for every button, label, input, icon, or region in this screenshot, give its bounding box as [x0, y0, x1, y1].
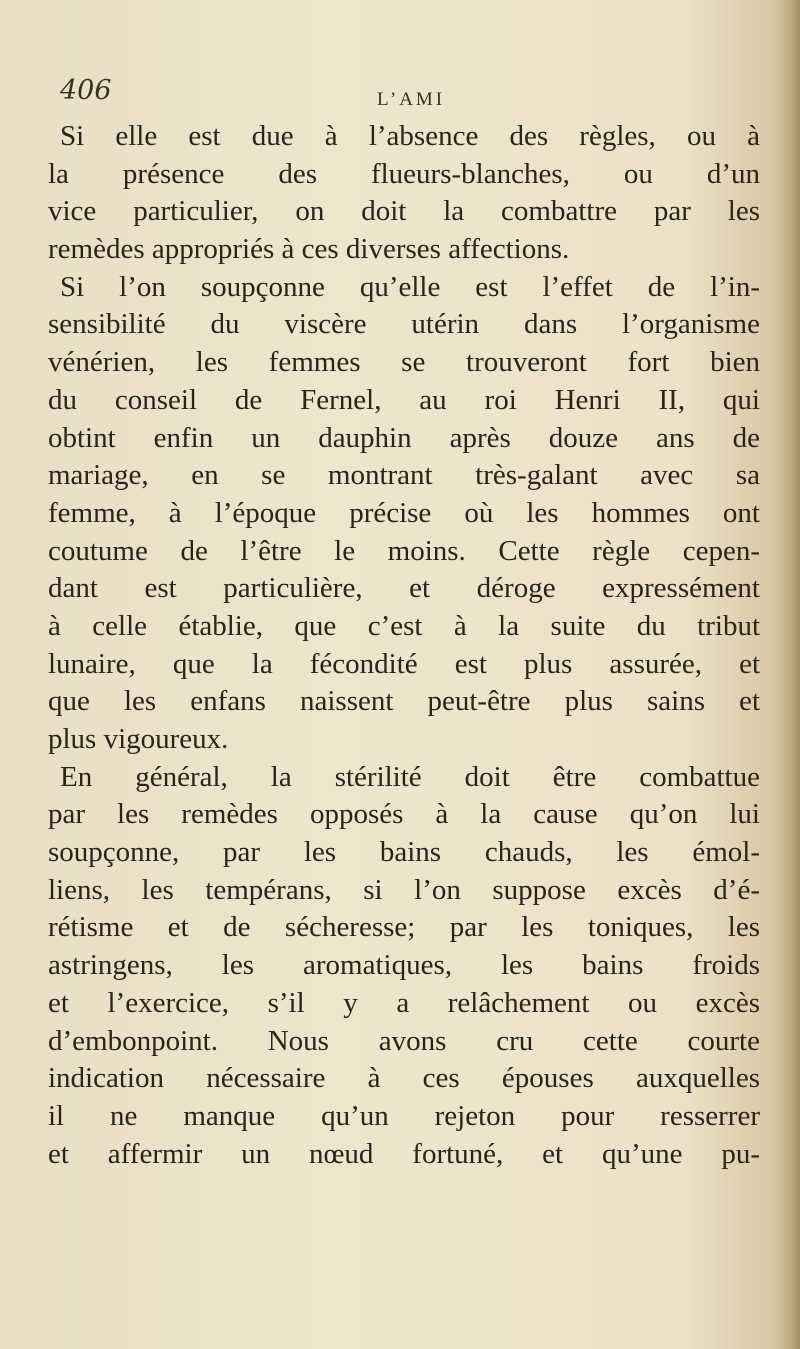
page-header — [60, 75, 760, 115]
text-line: liens, les tempérans, si l’on suppose excès d’é- — [48, 873, 760, 906]
text-line: du conseil de Fernel, au roi Henri II, qui — [48, 383, 760, 416]
text-line: d’embonpoint. Nous avons cru cette courte — [48, 1024, 760, 1057]
text-line: indication nécessaire à ces épouses auxquelles — [48, 1062, 760, 1095]
text-line: rétisme et de sécheresse; par les toniques, les — [48, 911, 760, 944]
text-line: il ne manque qu’un rejeton pour resserrer — [48, 1099, 760, 1132]
text-line: dant est particulière, et déroge expressément — [48, 572, 760, 605]
text-line: vice particulier, on doit la combattre par les — [48, 195, 760, 228]
text-line: à celle établie, que c’est à la suite du tribut — [48, 609, 760, 642]
text-line: vénérien, les femmes se trouveront fort bien — [48, 346, 760, 379]
text-line: femme, à l’époque précise où les hommes ont — [48, 496, 760, 529]
text-line: et affermir un nœud fortuné, et qu’une pu- — [48, 1137, 760, 1170]
text-line: Si elle est due à l’absence des règles, ou à — [60, 120, 760, 152]
page-number: 406 — [60, 75, 112, 106]
text-line: Si l’on soupçonne qu’elle est l’effet de l’in- — [60, 270, 760, 303]
text-line: sensibilité du viscère utérin dans l’organisme — [48, 308, 760, 341]
text-line: la présence des flueurs-blanches, ou d’un — [48, 157, 760, 190]
text-line: mariage, en se montrant très-galant avec sa — [48, 459, 760, 492]
text-line: astringens, les aromatiques, les bains froids — [48, 949, 760, 982]
text-line: remèdes appropriés à ces diverses affections. — [48, 233, 570, 266]
text-line: que les enfans naissent peut-être plus sains et — [48, 685, 760, 718]
text-line: soupçonne, par les bains chauds, les émol- — [48, 836, 760, 869]
text-line: lunaire, que la fécondité est plus assurée, et — [48, 647, 760, 680]
page-edge-shadow — [778, 0, 800, 1349]
running-head: L’AMI — [377, 89, 446, 110]
body-text — [48, 118, 760, 1173]
text-line: En général, la stérilité doit être combattue — [60, 760, 760, 793]
text-line: par les remèdes opposés à la cause qu’on lui — [48, 798, 760, 831]
text-line: coutume de l’être le moins. Cette règle cepen- — [48, 534, 760, 567]
text-line: et l’exercice, s’il y a relâchement ou excès — [48, 986, 760, 1019]
text-line: obtint enfin un dauphin après douze ans de — [48, 421, 760, 454]
text-line: plus vigoureux. — [48, 723, 229, 755]
